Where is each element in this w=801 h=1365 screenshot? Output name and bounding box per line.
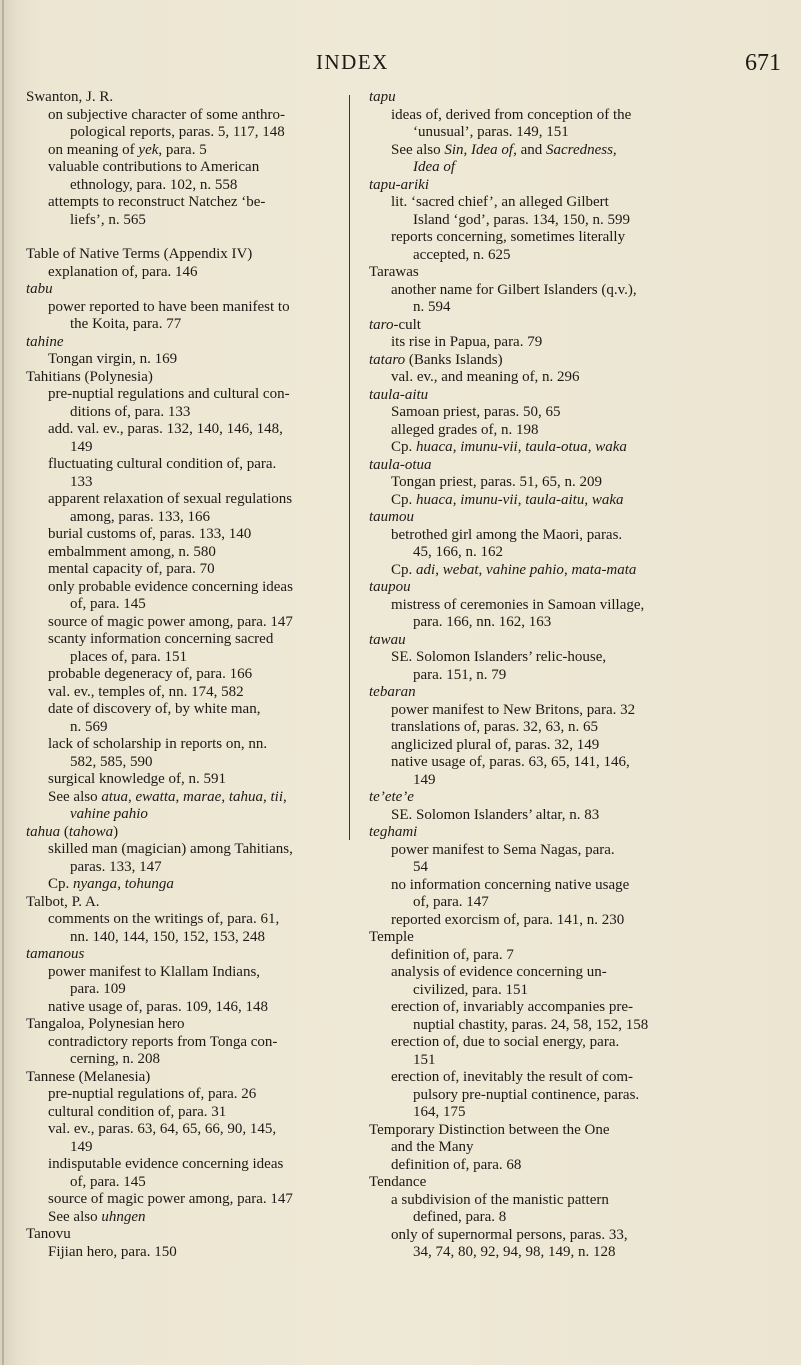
entry-heading: Tendance	[369, 1174, 427, 1190]
index-entry	[26, 1069, 344, 1227]
entry-subline: accepted, n. 625	[413, 246, 511, 263]
entry-subline: skilled man (magician) among Tahitians,	[48, 841, 293, 857]
index-entry	[369, 1174, 695, 1262]
entry-subline: on subjective character of some anthro-	[48, 106, 285, 123]
entry-heading: Tarawas	[369, 264, 419, 280]
entry-subline: of, para. 147	[413, 894, 489, 910]
index-entry	[26, 334, 344, 369]
entry-subline: 45, 166, n. 162	[413, 544, 503, 560]
index-entry	[369, 317, 695, 352]
index-entry	[26, 946, 344, 1016]
entry-subline: defined, para. 8	[413, 1209, 507, 1225]
entry-subline: and the Many	[391, 1139, 474, 1155]
entry-heading: Talbot, P. A.	[26, 893, 100, 910]
index-entry	[369, 264, 695, 317]
index-entry	[369, 177, 695, 265]
entry-subline: 133	[70, 473, 93, 490]
entry-subline: power manifest to Sema Nagas, para.	[391, 841, 615, 858]
entry-subline: val. ev., paras. 63, 64, 65, 66, 90, 145,	[48, 1121, 277, 1137]
term-italic: tahua	[228, 788, 263, 805]
entry-subline: See also atua, ewatta, marae, tahua, tii,	[48, 788, 287, 805]
entry-subline: lit. ‘sacred chief’, an alleged Gilbert	[391, 194, 609, 210]
entry-subline: pulsory pre-nuptial continence, paras.	[413, 1086, 640, 1103]
entry-subline: mistress of ceremonies in Samoan village,	[391, 596, 645, 613]
entry-heading: taupou	[369, 579, 411, 595]
index-entry	[26, 894, 344, 947]
entry-subline: attempts to reconstruct Natchez ‘be-	[48, 194, 266, 210]
entry-subline: pre-nuptial regulations and cultural con-	[48, 386, 290, 402]
entry-subline: burial customs of, paras. 133, 140	[48, 526, 252, 542]
entry-subline: add. val. ev., paras. 132, 140, 146, 148,	[48, 421, 283, 437]
entry-subline: nuptial chastity, paras. 24, 58, 152, 158	[413, 1016, 649, 1033]
column-divider	[349, 95, 350, 840]
entry-subline: 149	[70, 438, 93, 455]
entry-subline: 151	[413, 1051, 436, 1068]
entry-subline: source of magic power among, para. 147	[48, 613, 293, 630]
entry-subline: the Koita, para. 77	[70, 316, 182, 332]
entry-subline: para. 109	[70, 981, 126, 997]
entry-subline: only of supernormal persons, paras. 33,	[391, 1226, 628, 1243]
entry-heading: tawau	[369, 631, 406, 648]
index-entry	[369, 387, 695, 457]
entry-subline: erection of, invariably accompanies pre-	[391, 999, 633, 1015]
entry-subline: Tongan priest, paras. 51, 65, n. 209	[391, 474, 602, 490]
entry-subline: on meaning of yek, para. 5	[48, 141, 207, 158]
entry-subline: 582, 585, 590	[70, 753, 153, 770]
entry-subline: erection of, inevitably the result of com-	[391, 1069, 633, 1085]
entry-subline: ethnology, para. 102, n. 558	[70, 176, 238, 193]
index-entry	[369, 929, 695, 1122]
entry-subline: embalmment among, n. 580	[48, 543, 216, 560]
index-entry	[26, 369, 344, 824]
entry-subline: Fijian hero, para. 150	[48, 1243, 177, 1260]
index-entry	[26, 1226, 344, 1261]
index-entry	[369, 824, 695, 929]
entry-subline: reports concerning, sometimes literally	[391, 229, 626, 245]
entry-subline: ditions of, para. 133	[70, 403, 191, 420]
index-entry	[26, 1016, 344, 1069]
entry-subline: comments on the writings of, para. 61,	[48, 911, 280, 927]
entry-subline: cerning, n. 208	[70, 1051, 160, 1067]
entry-subline: 164, 175	[413, 1104, 466, 1120]
entry-heading: taumou	[369, 509, 414, 525]
term-italic: yek	[138, 141, 159, 158]
entry-heading: taula-otua	[369, 456, 432, 473]
entry-heading: taula-aitu	[369, 386, 429, 403]
entry-subline: only probable evidence concerning ideas	[48, 578, 293, 595]
entry-subline: cultural condition of, para. 31	[48, 1103, 227, 1120]
entry-subline: native usage of, paras. 63, 65, 141, 146,	[391, 754, 630, 770]
index-entry	[369, 1122, 695, 1175]
entry-subline: pre-nuptial regulations of, para. 26	[48, 1086, 257, 1102]
index-column-left	[26, 89, 344, 1261]
entry-subline: SE. Solomon Islanders’ altar, n. 83	[391, 806, 600, 823]
index-entry	[369, 509, 695, 579]
entry-subline: power manifest to Klallam Indians,	[48, 963, 261, 980]
index-entry	[369, 89, 695, 177]
index-entry	[369, 684, 695, 789]
entry-subline: Samoan priest, paras. 50, 65	[391, 404, 561, 420]
book-gutter	[2, 0, 4, 1365]
entry-subline: val. ev., and meaning of, n. 296	[391, 369, 580, 385]
entry-subline: betrothed girl among the Maori, paras.	[391, 526, 623, 543]
entry-heading: Swanton, J. R.	[26, 89, 114, 105]
entry-subline: n. 569	[70, 718, 108, 735]
entry-subline: a subdivision of the manistic pattern	[391, 1191, 609, 1208]
entry-heading: tapu	[369, 89, 396, 105]
entry-subline: probable degeneracy of, para. 166	[48, 666, 253, 682]
entry-heading: Tangaloa, Polynesian hero	[26, 1016, 185, 1032]
entry-subline: alleged grades of, n. 198	[391, 421, 539, 438]
index-entry	[369, 632, 695, 685]
entry-subline: power reported to have been manifest to	[48, 298, 290, 315]
entry-subline: Cp. huaca, imunu-vii, taula-otua, waka	[391, 439, 627, 455]
index-entry	[26, 281, 344, 334]
entry-subline: no information concerning native usage	[391, 876, 630, 893]
entry-subline: places of, para. 151	[70, 648, 188, 665]
entry-subline: its rise in Papua, para. 79	[391, 334, 543, 350]
term-italic: marae	[183, 788, 222, 805]
index-entry	[369, 457, 695, 510]
entry-subline: another name for Gilbert Islanders (q.v.),	[391, 281, 637, 298]
entry-heading: Tahitians (Polynesia)	[26, 368, 153, 385]
entry-subline: erection of, due to social energy, para.	[391, 1034, 620, 1050]
entry-subline: ideas of, derived from conception of the	[391, 106, 632, 123]
entry-subline: analysis of evidence concerning un-	[391, 964, 607, 980]
entry-subline: Tongan virgin, n. 169	[48, 351, 178, 367]
entry-subline: scanty information concerning sacred	[48, 631, 274, 647]
entry-subline: Cp. huaca, imunu-vii, taula-aitu, waka	[391, 491, 624, 508]
entry-subline: explanation of, para. 146	[48, 263, 198, 280]
entry-heading: Temple	[369, 929, 414, 945]
entry-heading: Tanovu	[26, 1226, 71, 1242]
term-italic: tii	[270, 788, 284, 805]
entry-subline: 54	[413, 859, 428, 875]
entry-heading: te’ete’e	[369, 789, 414, 805]
entry-subline: 149	[70, 1138, 93, 1155]
entry-heading: taro-cult	[369, 316, 421, 333]
term-italic: ewatta	[135, 788, 176, 805]
entry-heading: Table of Native Terms (Appendix IV)	[26, 246, 253, 262]
term-italic: atua	[101, 788, 128, 805]
index-entry	[26, 246, 344, 281]
index-entry	[26, 824, 344, 894]
entry-subline: surgical knowledge of, n. 591	[48, 771, 227, 787]
entry-subline: definition of, para. 68	[391, 1156, 522, 1173]
entry-subline: lack of scholarship in reports on, nn.	[48, 736, 268, 752]
index-entry	[369, 352, 695, 387]
entry-subline: val. ev., temples of, nn. 174, 582	[48, 683, 244, 700]
entry-subline: SE. Solomon Islanders’ relic-house,	[391, 649, 607, 665]
page-header	[0, 50, 801, 80]
entry-heading: tamanous	[26, 946, 85, 962]
entry-subline: of, para. 145	[70, 1173, 146, 1190]
entry-heading: tataro (Banks Islands)	[369, 351, 503, 368]
entry-subline: native usage of, paras. 109, 146, 148	[48, 998, 268, 1015]
entry-subline: indisputable evidence concerning ideas	[48, 1156, 284, 1172]
entry-subline: among, paras. 133, 166	[70, 508, 210, 525]
entry-subline: date of discovery of, by white man,	[48, 701, 261, 717]
entry-heading: tabu	[26, 281, 53, 297]
entry-subline: Cp. nyanga, tohunga	[48, 876, 174, 892]
entry-subline: mental capacity of, para. 70	[48, 561, 215, 577]
entry-subline: nn. 140, 144, 150, 152, 153, 248	[70, 928, 265, 945]
entry-subline: vahine pahio	[70, 806, 148, 822]
entry-heading: tebaran	[369, 684, 416, 700]
entry-subline: fluctuating cultural condition of, para.	[48, 456, 277, 472]
entry-heading: Temporary Distinction between the One	[369, 1121, 610, 1138]
entry-subline: definition of, para. 7	[391, 946, 514, 963]
entry-subline: para. 151, n. 79	[413, 666, 507, 683]
entry-subline: pological reports, paras. 5, 117, 148	[70, 124, 285, 140]
page-title: INDEX	[316, 50, 389, 74]
entry-heading: tahine	[26, 333, 64, 350]
entry-subline: 34, 74, 80, 92, 94, 98, 149, n. 128	[413, 1244, 616, 1260]
entry-subline: paras. 133, 147	[70, 858, 162, 875]
entry-heading: tapu-ariki	[369, 176, 429, 193]
index-entry	[369, 789, 695, 824]
entry-subline: translations of, paras. 32, 63, n. 65	[391, 719, 599, 735]
index-entry	[369, 579, 695, 632]
entry-subline: anglicized plural of, paras. 32, 149	[391, 736, 600, 753]
entry-subline: Cp. adi, webat, vahine pahio, mata-mata	[391, 561, 637, 578]
entry-subline: of, para. 145	[70, 596, 146, 612]
entry-subline: See also uhngen	[48, 1208, 146, 1225]
entry-subline: n. 594	[413, 299, 451, 315]
index-entry	[26, 89, 344, 229]
entry-subline: power manifest to New Britons, para. 32	[391, 701, 636, 718]
index-column-right	[369, 89, 695, 1262]
entry-subline: liefs’, n. 565	[70, 211, 146, 228]
entry-subline: See also Sin, Idea of, and Sacredness,	[391, 141, 617, 158]
entry-heading: teghami	[369, 824, 418, 840]
entry-subline: valuable contributions to American	[48, 159, 260, 175]
entry-heading: tahua (tahowa)	[26, 823, 119, 840]
entry-heading: Tannese (Melanesia)	[26, 1068, 151, 1085]
page-number: 671	[745, 50, 781, 76]
entry-subline: reported exorcism of, para. 141, n. 230	[391, 911, 625, 928]
entry-subline: civilized, para. 151	[413, 981, 528, 998]
entry-subline: contradictory reports from Tonga con-	[48, 1033, 278, 1050]
entry-subline: Idea of	[413, 159, 456, 175]
entry-subline: 149	[413, 771, 436, 788]
entry-subline: para. 166, nn. 162, 163	[413, 614, 552, 630]
entry-subline: ‘unusual’, paras. 149, 151	[413, 124, 569, 140]
entry-subline: apparent relaxation of sexual regulations	[48, 491, 293, 507]
entry-subline: Island ‘god’, paras. 134, 150, n. 599	[413, 211, 631, 228]
entry-subline: source of magic power among, para. 147	[48, 1191, 293, 1207]
